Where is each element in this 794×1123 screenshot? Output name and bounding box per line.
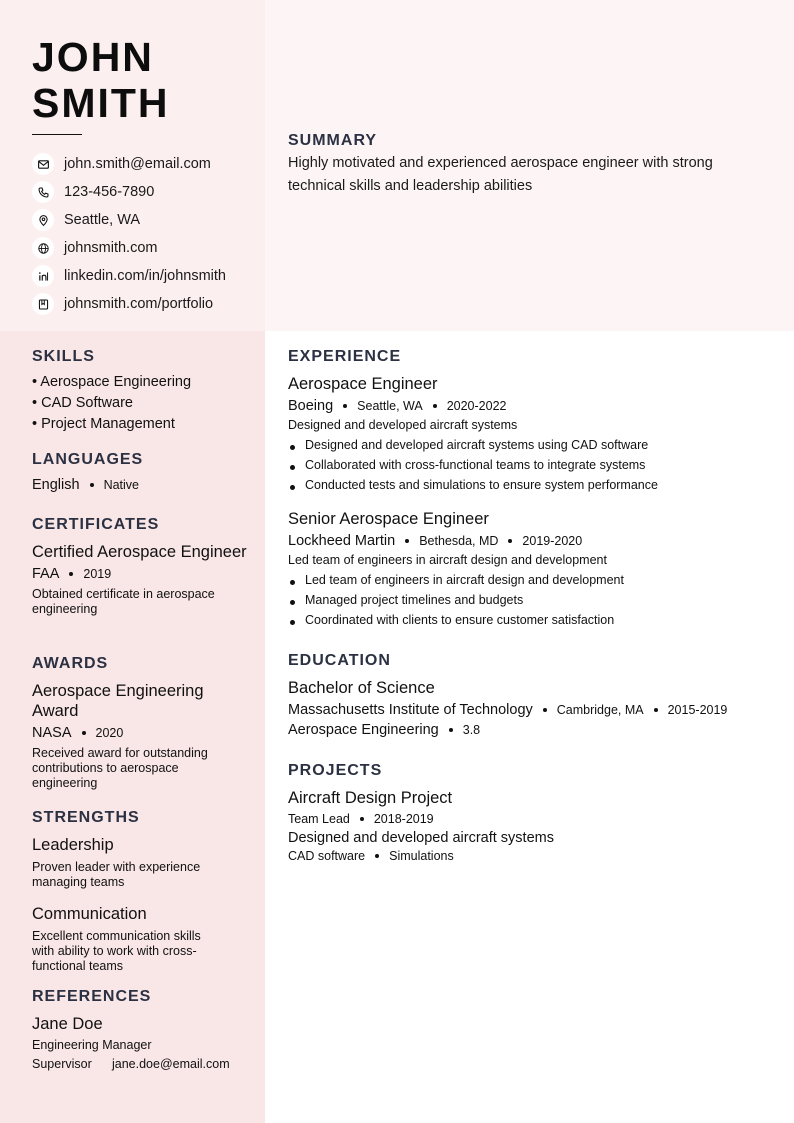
education-dates: 2015-2019 — [667, 703, 728, 717]
project-dates: 2018-2019 — [373, 812, 434, 826]
job-location: Bethesda, MD — [419, 534, 499, 548]
job-bullet: Conducted tests and simulations to ensure system performance — [288, 475, 768, 495]
education-section — [288, 652, 768, 738]
award-description: Received award for outstanding contributions to aerospace engineering — [32, 746, 208, 790]
job-bullet: Designed and developed aircraft systems using CAD software — [288, 435, 768, 455]
references-section — [32, 988, 262, 1072]
award-year: 2020 — [95, 726, 124, 740]
reference-name: Jane Doe — [32, 1015, 103, 1033]
contact-portfolio[interactable] — [32, 290, 226, 318]
language-name: English — [32, 477, 80, 493]
separator-dot — [405, 539, 409, 543]
job-title: Senior Aerospace Engineer — [288, 510, 489, 528]
certificate-issuer: FAA — [32, 566, 60, 582]
project-tool: CAD software — [288, 849, 366, 863]
job-meta — [288, 533, 768, 549]
strengths-heading: STRENGTHS — [32, 809, 140, 826]
separator-dot — [90, 483, 94, 487]
contact-email-text: john.smith@email.com — [64, 156, 211, 172]
reference-relation: Supervisor — [32, 1057, 92, 1071]
portfolio-icon — [32, 293, 54, 315]
separator-dot — [343, 404, 347, 408]
strength-description: Proven leader with experience managing teams — [32, 860, 201, 889]
education-gpa: 3.8 — [462, 723, 481, 737]
contact-linkedin[interactable] — [32, 262, 226, 290]
certificate-description: Obtained certificate in aerospace engineering — [32, 587, 215, 616]
project-tools — [288, 849, 768, 863]
strength-description: Excellent communication skills with ability to work with cross-functional teams — [32, 929, 201, 973]
project-role: Team Lead — [288, 812, 350, 826]
job-meta — [288, 398, 768, 414]
job-bullet-list — [288, 570, 768, 630]
summary-section — [288, 132, 758, 198]
references-heading: REFERENCES — [32, 988, 152, 1005]
separator-dot — [69, 572, 73, 576]
languages-heading: LANGUAGES — [32, 451, 144, 468]
mail-icon — [32, 153, 54, 175]
reference-email[interactable]: jane.doe@email.com — [112, 1057, 230, 1071]
skill-item: • Aerospace Engineering — [32, 374, 192, 390]
job-summary: Led team of engineers in aircraft design and development — [288, 553, 607, 567]
skills-heading: SKILLS — [32, 348, 95, 365]
contact-email[interactable] — [32, 150, 226, 178]
reference-contact-row — [32, 1057, 262, 1072]
contact-portfolio-text: johnsmith.com/portfolio — [64, 296, 214, 312]
language-item — [32, 477, 247, 493]
award-issuer: NASA — [32, 725, 72, 741]
candidate-name — [32, 34, 170, 126]
separator-dot — [449, 728, 453, 732]
summary-heading: SUMMARY — [288, 132, 378, 149]
job-bullet: Managed project timelines and budgets — [288, 590, 768, 610]
job-bullet: Led team of engineers in aircraft design and development — [288, 570, 768, 590]
certificates-heading: CERTIFICATES — [32, 516, 160, 533]
contact-list — [32, 150, 226, 318]
certificate-year: 2019 — [83, 567, 112, 581]
separator-dot — [654, 708, 658, 712]
separator-dot — [433, 404, 437, 408]
reference-position: Engineering Manager — [32, 1038, 152, 1052]
contact-website[interactable] — [32, 234, 226, 262]
separator-dot — [82, 731, 86, 735]
education-field-row — [288, 722, 768, 738]
name-last: SMITH — [32, 80, 170, 126]
award-meta — [32, 725, 247, 741]
contact-location-text: Seattle, WA — [64, 212, 141, 228]
education-field: Aerospace Engineering — [288, 722, 439, 738]
education-school: Massachusetts Institute of Technology — [288, 702, 533, 718]
certificate-meta — [32, 566, 247, 582]
job-company: Lockheed Martin — [288, 533, 396, 549]
job-bullet: Coordinated with clients to ensure customer satisfaction — [288, 610, 768, 630]
job-dates: 2020-2022 — [446, 399, 507, 413]
experience-item — [288, 374, 768, 495]
education-meta — [288, 702, 768, 718]
phone-icon — [32, 181, 54, 203]
job-summary: Designed and developed aircraft systems — [288, 418, 518, 432]
languages-section — [32, 451, 247, 493]
project-tool: Simulations — [389, 849, 454, 863]
globe-icon — [32, 237, 54, 259]
separator-dot — [360, 817, 364, 821]
projects-section — [288, 762, 768, 863]
job-title: Aerospace Engineer — [288, 375, 438, 393]
location-pin-icon — [32, 209, 54, 231]
experience-item — [288, 509, 768, 630]
job-bullet: Collaborated with cross-functional teams to integrate systems — [288, 455, 768, 475]
strength-name: Leadership — [32, 836, 114, 854]
education-location: Cambridge, MA — [556, 703, 644, 717]
separator-dot — [543, 708, 547, 712]
project-name: Aircraft Design Project — [288, 789, 453, 807]
certificate-name: Certified Aerospace Engineer — [32, 543, 247, 561]
strength-name: Communication — [32, 905, 147, 923]
awards-heading: AWARDS — [32, 655, 109, 672]
name-divider — [32, 134, 82, 135]
experience-heading: EXPERIENCE — [288, 348, 402, 365]
education-heading: EDUCATION — [288, 652, 391, 669]
projects-heading: PROJECTS — [288, 762, 383, 779]
skills-section — [32, 348, 247, 435]
skills-list — [32, 372, 247, 435]
strengths-section — [32, 809, 247, 974]
summary-text: Highly motivated and experienced aerospace engineer with strong technical skills and leadership abilities — [288, 155, 713, 194]
job-company: Boeing — [288, 398, 334, 414]
project-description: Designed and developed aircraft systems — [288, 830, 554, 846]
separator-dot — [508, 539, 512, 543]
education-degree: Bachelor of Science — [288, 679, 435, 697]
contact-phone-text: 123-456-7890 — [64, 184, 155, 200]
award-name: Aerospace Engineering Award — [32, 682, 204, 720]
contact-location — [32, 206, 226, 234]
separator-dot — [375, 854, 379, 858]
experience-section — [288, 348, 768, 630]
job-bullet-list — [288, 435, 768, 495]
contact-phone[interactable] — [32, 178, 226, 206]
awards-section — [32, 655, 247, 791]
skill-item: • CAD Software — [32, 395, 133, 411]
contact-linkedin-text: linkedin.com/in/johnsmith — [64, 268, 226, 284]
skill-item: • Project Management — [32, 416, 175, 432]
certificates-section — [32, 516, 247, 617]
linkedin-icon — [32, 265, 54, 287]
job-dates: 2019-2020 — [522, 534, 583, 548]
job-location: Seattle, WA — [357, 399, 423, 413]
language-level: Native — [103, 478, 139, 492]
project-meta — [288, 812, 768, 826]
name-first: JOHN — [32, 34, 154, 80]
contact-website-text: johnsmith.com — [64, 240, 158, 256]
